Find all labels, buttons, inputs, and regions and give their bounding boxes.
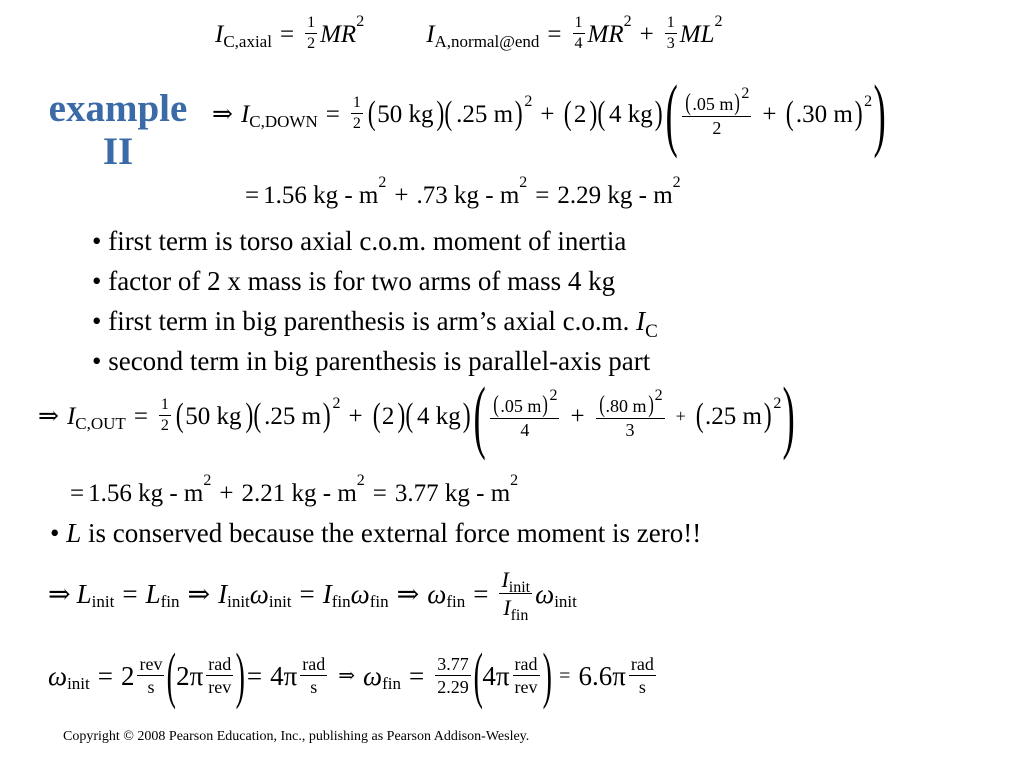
two-pi: 2π (176, 660, 204, 691)
exponent: 2 (524, 93, 533, 110)
subscript-c-axial: C,axial (223, 31, 272, 51)
result-term-2: 2.21 kg - m (241, 479, 357, 507)
denominator: 4 (520, 419, 530, 440)
equation-conservation (48, 558, 577, 630)
equation-i-c-down: ⇒ I C,DOWN = $\frac{1}{2}$ ( 50 kg )( .25 m ) 2 + ( 2 )( 4 kg ) ( $\frac{(.05 m)2}{2}$ + ( .30 m ) 2 ) (212, 68, 886, 159)
four-pi: 4π (270, 660, 298, 691)
symbol-omega: ω (535, 578, 555, 609)
four-pi: 4π (482, 660, 510, 691)
subscript-init: init (508, 579, 531, 597)
numerator: 3.77 (437, 654, 469, 675)
bullet-factor-two: • factor of 2 x mass is for two arms of mass 4 kg (92, 266, 616, 296)
fraction-arm-length (596, 386, 665, 440)
symbol-I: I (503, 595, 511, 620)
symbol-I: I (240, 100, 250, 128)
exponent: 2 (332, 395, 341, 412)
bullet-torso-term: • first term is torso axial c.o.m. moment of inertia (92, 226, 627, 256)
numerator: rad (630, 654, 654, 675)
numerator: rev (139, 654, 163, 675)
symbol-I: I (636, 306, 646, 336)
numerator: 1 (573, 15, 585, 34)
omega-final-result: 6.6π (578, 660, 626, 691)
plus-sign: + (394, 181, 409, 209)
arm-offset-distance: .30 m (795, 100, 853, 128)
plus-sign: + (639, 20, 654, 48)
fraction-i-ratio (499, 567, 532, 624)
fraction-rad-per-rev (206, 655, 233, 697)
arm-radius: .05 m (692, 93, 734, 114)
equals-sign: = (246, 660, 263, 691)
symbol-I: I (215, 20, 224, 48)
symbol-I: I (218, 578, 228, 609)
subscript-init: init (554, 591, 577, 611)
copyright-footer: Copyright © 2008 Pearson Education, Inc., publishing as Pearson Addison-Wesley. (63, 729, 530, 744)
symbol-L: L (66, 518, 82, 548)
bullet-l-conserved (50, 518, 701, 549)
implies-arrow: ⇒ (187, 578, 211, 609)
denominator: rev (208, 677, 232, 697)
subscript-a-normal-end: A,normal@end (434, 31, 540, 51)
bullet-text: is conserved because the external force moment is zero!! (81, 518, 702, 548)
torso-radius: .25 m (264, 402, 322, 430)
plus-sign: + (762, 100, 777, 128)
equals-sign: = (559, 665, 571, 687)
bullet-arm-axial (92, 306, 658, 342)
result-term-2: .73 kg - m (416, 181, 520, 209)
subscript-fin: fin (369, 591, 389, 611)
denominator: 3 (625, 419, 635, 440)
equals-sign: = (547, 20, 562, 48)
fraction-one-third (665, 15, 677, 53)
equals-sign: = (473, 578, 489, 609)
exponent: 2 (356, 13, 365, 30)
equals-sign: = (122, 578, 138, 609)
exponent: 2 (672, 174, 681, 191)
numerator: rad (514, 654, 538, 675)
denominator: rev (514, 677, 538, 697)
equation-i-c-out: ⇒ I C,OUT = $\frac{1}{2}$ ( 50 kg )( .25 m ) 2 + ( 2 )( 4 kg ) ( $\frac{(.05 m)2}{4}$ + $\frac{(.80 m)2}{3}$ + ( .25 m ) 2 ) (38, 370, 796, 461)
subscript-init: init (91, 591, 115, 611)
plus-sign: + (675, 406, 686, 426)
torso-radius: .25 m (456, 100, 514, 128)
exponent: 2 (741, 84, 750, 102)
bullet-text: • first term in big parenthesis is arm’s axial c.o.m. (92, 306, 630, 336)
arm-mass: 4 kg (417, 402, 461, 430)
plus-sign: + (219, 479, 234, 507)
result-term-1: 1.56 kg - m (263, 181, 379, 209)
exponent: 2 (203, 472, 212, 489)
subscript-init: init (227, 591, 250, 611)
exponent: 2 (510, 472, 519, 489)
symbol-omega: ω (48, 660, 68, 691)
implies-arrow: ⇒ (338, 665, 356, 687)
subscript-fin: fin (446, 591, 466, 611)
symbol-M: M (587, 20, 609, 48)
subscript-c-out: C,OUT (75, 413, 126, 433)
numerator: 1 (159, 397, 171, 416)
fraction-arm-axial (490, 386, 559, 440)
bullet-parallel-axis: • second term in big parenthesis is parallel-axis part (92, 346, 651, 376)
exponent: 2 (654, 386, 663, 404)
slide-title (33, 88, 203, 174)
numerator: (.05 m)2 (490, 393, 559, 419)
fraction-i-ratio-values (435, 655, 471, 697)
symbol-R: R (608, 20, 624, 48)
symbol-I: I (66, 402, 76, 430)
denominator: 2 (307, 35, 316, 52)
implies-arrow: ⇒ (38, 402, 59, 430)
implies-arrow: ⇒ (396, 578, 420, 609)
fraction-one-half (159, 397, 171, 435)
exponent: 2 (519, 174, 528, 191)
exponent: 2 (378, 174, 387, 191)
title-line-1: example (48, 87, 188, 130)
denominator: 2 (160, 417, 169, 434)
fraction-rad-per-rev (513, 655, 540, 697)
equation-omega: ω init = 2 $\frac{\text{rev}}{s}$ ( 2π $\frac{\text{rad}}{\text{rev}}$ ) = 4π $\frac{\text{rad}}{s}$ ⇒ ω fin = $\frac{3.77}{2.29}$ ( 4π $\frac{\text{rad}}{\text{rev}}$ ) = 6.6π $\frac{\text{rad}}{s}$ (48, 642, 654, 710)
equals-sign: = (409, 660, 425, 691)
numerator: 1 (305, 15, 317, 34)
subscript-fin: fin (331, 591, 351, 611)
plus-sign: + (540, 100, 555, 128)
equals-sign: = (299, 578, 315, 609)
denominator: s (310, 677, 318, 697)
denominator: 2.29 (437, 677, 469, 697)
numerator: 1 (351, 95, 363, 114)
equals-sign: = (70, 479, 85, 507)
exponent: 2 (864, 93, 873, 110)
fraction-rad-per-s (300, 655, 327, 697)
plus-sign: + (348, 402, 363, 430)
symbol-M: M (679, 20, 701, 48)
symbol-I: I (501, 567, 509, 593)
arm-mass: 4 kg (608, 100, 653, 128)
symbol-R: R (340, 20, 357, 48)
subscript-fin: fin (510, 607, 529, 624)
equals-sign: = (245, 181, 260, 209)
equation-moment-definitions (215, 10, 722, 58)
arm-offset-distance: .25 m (705, 402, 762, 430)
symbol-L: L (145, 578, 161, 609)
arm-radius: .05 m (500, 395, 542, 416)
denominator: 4 (574, 35, 583, 52)
symbol-I: I (322, 578, 332, 609)
subscript-init: init (268, 591, 292, 611)
numerator (499, 567, 532, 597)
numerator: (.05 m)2 (682, 91, 751, 117)
equals-sign: = (325, 100, 340, 128)
numerator: (.80 m)2 (596, 393, 665, 419)
exponent: 2 (773, 395, 782, 412)
result-term-1: 1.56 kg - m (88, 479, 204, 507)
symbol-L: L (76, 578, 92, 609)
implies-arrow: ⇒ (48, 578, 71, 609)
exponent: 2 (549, 386, 558, 404)
implies-arrow: ⇒ (212, 100, 233, 128)
denominator (501, 594, 530, 624)
exponent: 2 (623, 13, 632, 30)
subscript-init: init (67, 673, 90, 693)
symbol-I: I (426, 20, 435, 48)
fraction-rev-per-s (137, 655, 164, 697)
plus-sign: + (570, 402, 585, 430)
arm-count-factor: 2 (573, 100, 587, 128)
coefficient-two: 2 (120, 660, 135, 691)
equals-sign: = (279, 20, 295, 48)
fraction-one-half (351, 95, 363, 133)
fraction-arm-axial (682, 84, 751, 138)
equals-sign: = (535, 181, 550, 209)
symbol-omega: ω (350, 578, 370, 609)
denominator: s (147, 677, 155, 697)
subscript-fin: fin (382, 673, 401, 693)
result-total: 2.29 kg - m (557, 181, 673, 209)
equals-sign: = (97, 660, 113, 691)
denominator: 3 (666, 35, 675, 52)
equals-sign: = (133, 402, 148, 430)
numerator: rad (208, 654, 232, 675)
torso-mass: 50 kg (377, 100, 434, 128)
subscript-c: C (645, 321, 658, 342)
subscript-fin: fin (160, 591, 180, 611)
symbol-omega: ω (363, 660, 383, 691)
result-total: 3.77 kg - m (394, 479, 511, 507)
result-i-c-down (245, 176, 681, 214)
torso-mass: 50 kg (185, 402, 242, 430)
symbol-M: M (320, 20, 341, 48)
arm-length: .80 m (605, 395, 647, 416)
numerator: 1 (665, 15, 677, 34)
arm-count-factor: 2 (381, 402, 395, 430)
title-line-2: II (102, 129, 134, 173)
symbol-L: L (700, 20, 715, 48)
numerator: rad (302, 654, 326, 675)
fraction-rad-per-s (629, 655, 656, 697)
equals-sign: = (372, 479, 387, 507)
subscript-c-down: C,DOWN (249, 111, 318, 131)
bullet-marker: • (50, 518, 60, 548)
fraction-one-half (305, 15, 317, 53)
fraction-one-quarter (573, 15, 585, 53)
exponent: 2 (714, 13, 723, 30)
symbol-omega: ω (249, 578, 269, 609)
result-i-c-out (70, 474, 518, 512)
denominator: s (638, 677, 646, 697)
denominator: 2 (712, 117, 722, 138)
symbol-omega: ω (427, 578, 447, 609)
denominator: 2 (352, 115, 361, 132)
exponent: 2 (356, 472, 365, 489)
